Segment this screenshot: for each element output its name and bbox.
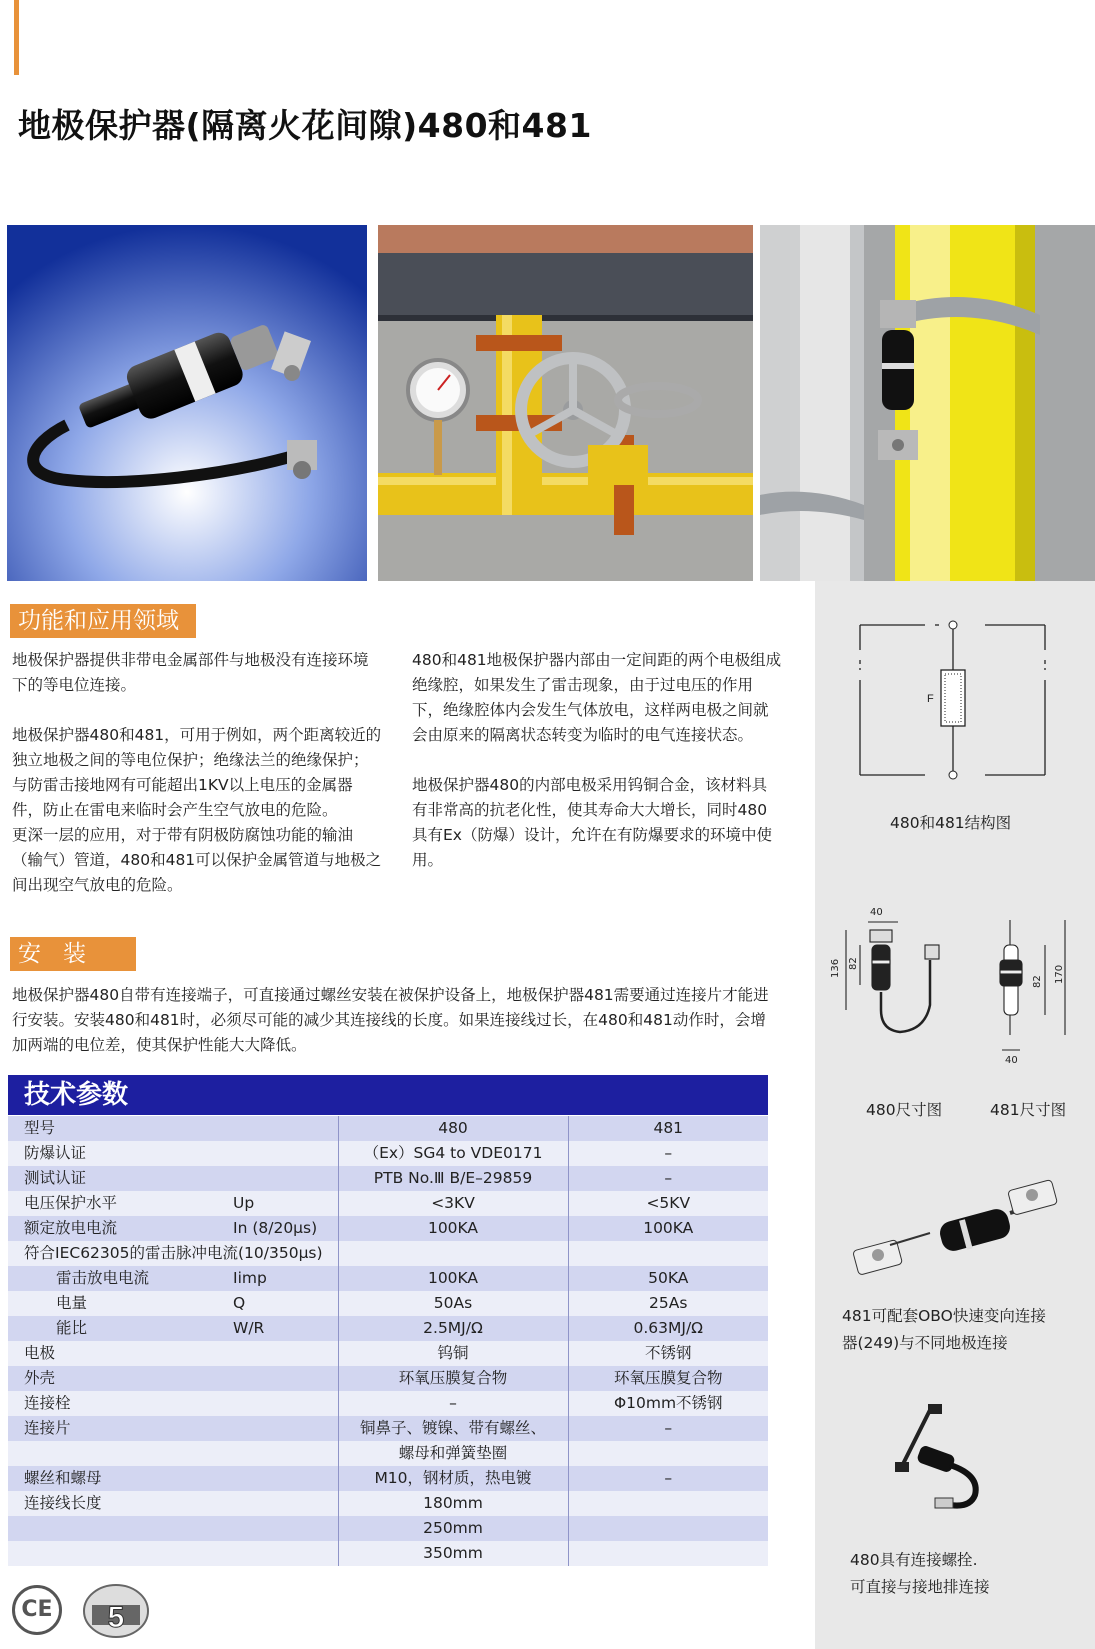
- value-481-cell: –: [568, 1466, 768, 1491]
- table-row: [8, 1116, 768, 1141]
- value-480-cell: 480: [338, 1116, 568, 1141]
- value-481-cell: 100KA: [568, 1216, 768, 1241]
- value-480-cell: 铜鼻子、镀镍、带有螺丝、: [338, 1416, 568, 1441]
- table-row: [8, 1341, 768, 1366]
- param-symbol-cell: [233, 1341, 338, 1366]
- structure-caption: 480和481结构图: [890, 814, 1012, 832]
- value-480-cell: 250mm: [338, 1516, 568, 1541]
- value-481-cell: 481: [568, 1116, 768, 1141]
- value-480-cell: 350mm: [338, 1541, 568, 1566]
- table-row: [8, 1241, 768, 1266]
- param-name-cell: 连接栓: [8, 1391, 233, 1416]
- value-480-cell: 50As: [338, 1291, 568, 1316]
- value-481-cell: Φ10mm不锈钢: [568, 1391, 768, 1416]
- caption-line: 481可配套OBO快速变向连接: [842, 1307, 1046, 1325]
- caption-line: 480具有连接螺拴.: [850, 1551, 978, 1569]
- param-name-cell: 外壳: [8, 1366, 233, 1391]
- value-480-cell: <3KV: [338, 1191, 568, 1216]
- section-heading-function: 功能和应用领域: [10, 604, 196, 638]
- param-name-cell: 型号: [8, 1116, 233, 1141]
- param-name-cell: 螺丝和螺母: [8, 1466, 233, 1491]
- table-row: [8, 1216, 768, 1241]
- param-name-cell: 电量: [8, 1291, 233, 1316]
- table-row: [8, 1441, 768, 1466]
- dim-label: 136: [830, 958, 841, 978]
- param-name-cell: 防爆认证: [8, 1141, 233, 1166]
- connector-481-illustration: [850, 1175, 1060, 1290]
- param-symbol-cell: [233, 1541, 338, 1566]
- function-column-1: [12, 648, 382, 898]
- function-paragraph: 更深一层的应用，对于带有阴极防腐蚀功能的输油（输气）管道，480和481可以保护金属管道与地极之间出现空气放电的危险。: [12, 826, 382, 894]
- function-paragraph: 地极保护器480和481，可用于例如，两个距离较近的独立地极之间的等电位保护；绝缘法兰的绝缘保护；与防雷击接地网有可能超出1KV以上电压的金属器件，防止在雷电来临时会产生空气放电的危险。: [12, 726, 382, 819]
- value-481-cell: –: [568, 1416, 768, 1441]
- table-row: [8, 1416, 768, 1441]
- value-480-cell: M10，钢材质，热电镀: [338, 1466, 568, 1491]
- value-480-cell: 螺母和弹簧垫圈: [338, 1441, 568, 1466]
- warranty-years: 5: [107, 1601, 125, 1634]
- value-480-cell: 180mm: [338, 1491, 568, 1516]
- value-480-cell: –: [338, 1391, 568, 1416]
- param-name-cell: 连接片: [8, 1416, 233, 1441]
- install-paragraph: 地极保护器480自带有连接端子，可直接通过螺丝安装在被保护设备上，地极保护器481需要通过连接片才能进行安装。安装480和481时，必须尽可能的减少其连接线的长度。如果连接线过长，在480和481动作时，会增加两端的电位差，使其保护性能大大降低。: [12, 986, 769, 1054]
- value-481-cell: 25As: [568, 1291, 768, 1316]
- table-row: [8, 1466, 768, 1491]
- dim-480-caption: 480尺寸图: [866, 1101, 943, 1119]
- param-symbol-cell: W/R: [233, 1316, 338, 1341]
- value-480-cell: 环氧压膜复合物: [338, 1366, 568, 1391]
- dimension-drawings: [830, 900, 1080, 1075]
- param-symbol-cell: Iimp: [233, 1266, 338, 1291]
- param-name-cell: 额定放电电流: [8, 1216, 233, 1241]
- param-symbol-cell: [233, 1416, 338, 1441]
- section-heading-install: 安装: [10, 937, 136, 971]
- param-symbol-cell: In (8/20μs): [233, 1216, 338, 1241]
- value-481-cell: [568, 1541, 768, 1566]
- dim-label: 40: [1005, 1055, 1018, 1066]
- dim-label: 40: [870, 907, 883, 918]
- param-symbol-cell: [233, 1516, 338, 1541]
- param-symbol-cell: [233, 1166, 338, 1191]
- param-name-cell: 电极: [8, 1341, 233, 1366]
- dim-label: 82: [848, 957, 859, 970]
- value-481-cell: [568, 1241, 768, 1266]
- param-name-cell: [8, 1441, 233, 1466]
- caption-line: 可直接与接地排连接: [850, 1578, 990, 1596]
- table-row: [8, 1316, 768, 1341]
- param-symbol-cell: [233, 1116, 338, 1141]
- product-photo-480: [7, 225, 367, 581]
- param-symbol-cell: [233, 1141, 338, 1166]
- tech-table: [8, 1116, 768, 1566]
- param-symbol-cell: [233, 1441, 338, 1466]
- dim-label: 82: [1032, 975, 1043, 988]
- table-row: [8, 1291, 768, 1316]
- table-row: [8, 1166, 768, 1191]
- pipeline-installation-photo: [378, 225, 753, 581]
- dim-label: 170: [1054, 964, 1065, 984]
- value-480-cell: 2.5MJ/Ω: [338, 1316, 568, 1341]
- param-name-cell: 能比: [8, 1316, 233, 1341]
- param-name-cell: 连接线长度: [8, 1491, 233, 1516]
- value-481-cell: [568, 1441, 768, 1466]
- value-481-cell: 0.63MJ/Ω: [568, 1316, 768, 1341]
- function-paragraph: 地极保护器480的内部电极采用钨铜合金，该材料具有非常高的抗老化性，使其寿命大大增长，同时480具有Ex（防爆）设计，允许在有防爆要求的环境中使用。: [412, 776, 772, 869]
- ce-mark-logo: CE: [12, 1585, 62, 1635]
- caption-480: [850, 1547, 990, 1601]
- table-row: [8, 1141, 768, 1166]
- structure-label: F: [927, 693, 934, 705]
- structure-diagram: [855, 620, 1055, 800]
- tech-table-heading: 技术参数: [8, 1075, 768, 1115]
- param-symbol-cell: [233, 1491, 338, 1516]
- value-481-cell: –: [568, 1166, 768, 1191]
- param-symbol-cell: [233, 1366, 338, 1391]
- caption-481: [842, 1303, 1046, 1357]
- value-480-cell: 100KA: [338, 1216, 568, 1241]
- table-row: [8, 1516, 768, 1541]
- warranty-logo: [82, 1583, 150, 1639]
- param-name-cell: 雷击放电电流: [8, 1266, 233, 1291]
- value-480-cell: 钨铜: [338, 1341, 568, 1366]
- value-480-cell: （Ex）SG4 to VDE0171: [338, 1141, 568, 1166]
- table-row: [8, 1366, 768, 1391]
- param-name-cell: [8, 1516, 233, 1541]
- param-name-cell: 测试认证: [8, 1166, 233, 1191]
- value-481-cell: –: [568, 1141, 768, 1166]
- caption-line: 器(249)与不同地极连接: [842, 1334, 1008, 1352]
- param-name-cell: [8, 1541, 233, 1566]
- value-481-cell: [568, 1516, 768, 1541]
- value-481-cell: 不锈钢: [568, 1341, 768, 1366]
- table-row: [8, 1541, 768, 1566]
- page-title: 地极保护器(隔离火花间隙)480和481: [18, 106, 592, 145]
- param-symbol-cell: [233, 1391, 338, 1416]
- param-name-cell: 符合IEC62305的雷击脉冲电流(10/350μs): [8, 1241, 338, 1266]
- value-481-cell: <5KV: [568, 1191, 768, 1216]
- pipe-mounted-photo: [760, 225, 1095, 581]
- param-symbol-cell: Up: [233, 1191, 338, 1216]
- param-symbol-cell: Q: [233, 1291, 338, 1316]
- value-480-cell: [338, 1241, 568, 1266]
- function-paragraph: 480和481地极保护器内部由一定间距的两个电极组成绝缘腔，如果发生了雷击现象，由于过电压的作用下，绝缘腔体内会发生气体放电，这样两电极之间就会由原来的隔离状态转变为临时的电气连接状态。: [412, 651, 782, 744]
- table-row: [8, 1191, 768, 1216]
- dim-481-caption: 481尺寸图: [990, 1101, 1067, 1119]
- bolt-480-illustration: [880, 1400, 1000, 1515]
- function-column-2: [412, 648, 782, 873]
- function-paragraph: 地极保护器提供非带电金属部件与地极没有连接环境下的等电位连接。: [12, 651, 369, 694]
- param-symbol-cell: [233, 1466, 338, 1491]
- accent-bar: [14, 0, 19, 75]
- value-481-cell: [568, 1491, 768, 1516]
- table-row: [8, 1391, 768, 1416]
- value-481-cell: 50KA: [568, 1266, 768, 1291]
- value-480-cell: PTB No.Ⅲ B/E–29859: [338, 1166, 568, 1191]
- param-name-cell: 电压保护水平: [8, 1191, 233, 1216]
- table-row: [8, 1491, 768, 1516]
- value-480-cell: 100KA: [338, 1266, 568, 1291]
- table-row: [8, 1266, 768, 1291]
- value-481-cell: 环氧压膜复合物: [568, 1366, 768, 1391]
